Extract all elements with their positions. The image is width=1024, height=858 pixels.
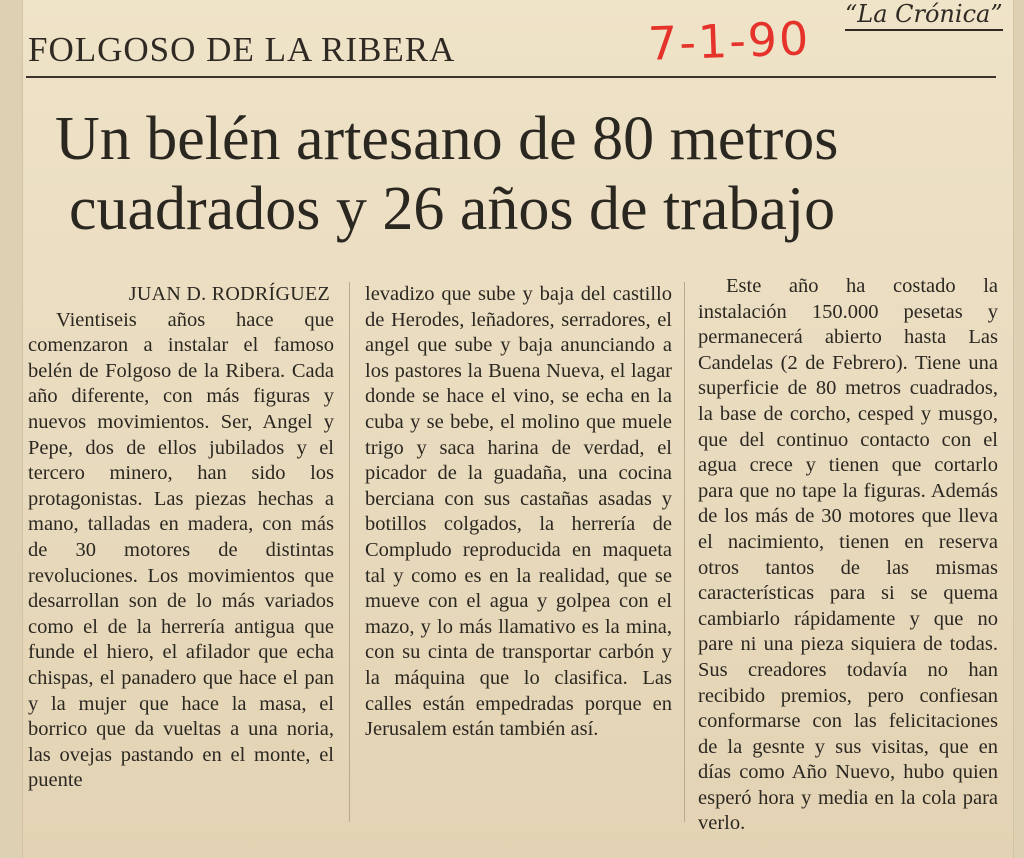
article-column-1 (28, 282, 334, 794)
column-3-text: Este año ha costado la instalación 150.000 pesetas y permanecerá abierto hasta Las Candelas (2 de Febrero). Tiene una superficie de 80 metros cuadrados, la base de corcho, cesped y musgo, que del continuo contacto con el agua crece y tienen que cortarlo para que no tape la figuras. Además de los más de 30 motores que lleva el nacimiento, tienen en reserva otros tantos de las mismas características para si se quema cambiarlo rápidamente y que no pare ni una pieza siquiera de todas. Sus creadores todavía no han recibido premios, pero confiesan conformarse con las felicitaciones de la gesnte y sus visitas, que en días como Año Nuevo, hubo quien esperó hora y media en la cola para verlo. (698, 275, 998, 835)
handwritten-date: 7-1-90 (647, 11, 812, 71)
newspaper-name: “La Crónica” (845, 0, 1003, 31)
section-header (26, 28, 996, 78)
headline (55, 104, 995, 244)
byline: JUAN D. RODRÍGUEZ (128, 283, 330, 305)
headline-line-1: Un belén artesano de 80 metros (55, 105, 839, 173)
section-title: FOLGOSO DE LA RIBERA (28, 30, 456, 69)
article-column-3 (698, 274, 998, 837)
adjacent-page-bleed-right (1013, 0, 1024, 858)
headline-line-2: cuadrados y 26 años de trabajo (69, 175, 836, 243)
column-2-text: levadizo que sube y baja del castillo de Herodes, leñadores, serradores, el angel que sube y baja anunciando a los pastores la Buena Nueva, el lagar donde se hace el vino, se echa en la cuba y se bebe, el molino que muele trigo y saca harina de verdad, el picador de la guadaña, una cocina berciana con sus castañas asadas y botillos colgados, la herrería de Compludo reproducida en maqueta tal y como es en la realidad, que se mueve con el agua y golpea con el mazo, y lo más llamativo es la mina, con su cinta de transportar carbón y la máquina que lo clasifica. Las calles están empedradas porque en Jerusalem están también así. (365, 283, 672, 741)
column-rule (684, 282, 685, 822)
column-rule (349, 282, 350, 822)
article-column-2 (365, 282, 672, 743)
adjacent-page-bleed-left (0, 0, 23, 858)
column-1-text: Vientiseis años hace que comenzaron a instalar el famoso belén de Folgoso de la Ribera. Cada año diferente, con más figuras y nuevos movimientos. Ser, Angel y Pepe, dos de ellos jubilados y el tercero minero, han sido los protagonistas. Las piezas hechas a mano, talladas en madera, con más de 30 motores de distintas revoluciones. Los movimientos que desarrollan son de lo más variados como el de la herrería antigua que funde el hiero, el afilador que echa chispas, el panadero que hace el pan y la mujer que hace la masa, el borrico que da vueltas a una noria, las ovejas pastando en el monte, el puente (28, 308, 334, 792)
